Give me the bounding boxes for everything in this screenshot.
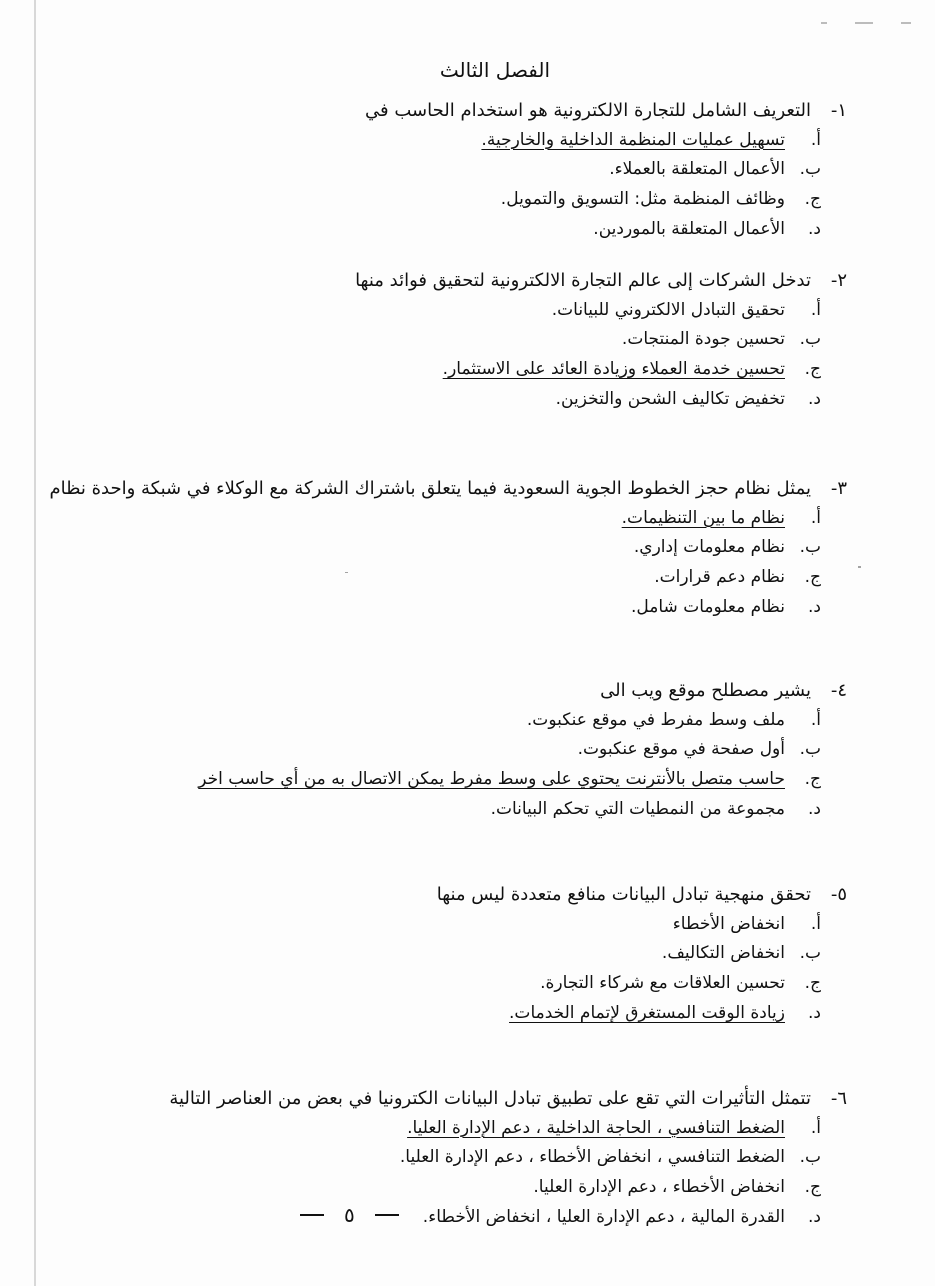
- question-number: ٥-: [830, 884, 847, 905]
- option-a: [145, 910, 821, 940]
- option-text: الضغط التنافسي ، الحاجة الداخلية ، دعم الإدارة العليا.: [407, 1117, 785, 1138]
- option-text: الضغط التنافسي ، انخفاض الأخطاء ، دعم الإدارة العليا.: [399, 1147, 785, 1168]
- option-d: [145, 999, 821, 1029]
- option-b: [145, 155, 821, 185]
- option-d: [145, 593, 821, 623]
- page-marker-line-left: [300, 1214, 324, 1216]
- option-text: نظام دعم قرارات.: [654, 567, 785, 588]
- scan-speck: [345, 572, 348, 573]
- option-b: [145, 533, 821, 563]
- question-text: يمثل نظام حجز الخطوط الجوية السعودية فيما يتعلق باشتراك الشركة مع الوكلاء في شبكة واحدة نظام: [49, 478, 811, 499]
- option-letter: أ.: [810, 299, 821, 320]
- option-letter: ب.: [799, 739, 821, 760]
- page-marker: [300, 1205, 399, 1225]
- option-d: [145, 1203, 821, 1233]
- option-a: [145, 126, 821, 156]
- question-6: [145, 1088, 847, 1233]
- option-text: حاسب متصل بالأنترنت يحتوي على وسط مفرط يمكن الاتصال به من أي حاسب اخر: [198, 769, 785, 790]
- scan-mark: [901, 22, 911, 24]
- option-letter: ب.: [799, 1147, 821, 1168]
- option-a: [145, 504, 821, 534]
- question-2-options: [145, 296, 821, 415]
- option-letter: أ.: [810, 129, 821, 150]
- page-number: ٥: [344, 1203, 355, 1227]
- question-text: تحقق منهجية تبادل البيانات منافع متعددة ليس منها: [436, 884, 811, 905]
- option-c: [145, 1173, 821, 1203]
- question-4: [145, 680, 847, 825]
- option-d: [145, 795, 821, 825]
- question-3: [49, 478, 847, 623]
- scan-mark: [821, 22, 827, 24]
- page-marker-line-right: [375, 1214, 399, 1216]
- question-text: تدخل الشركات إلى عالم التجارة الالكترونية لتحقيق فوائد منها: [355, 270, 811, 291]
- scan-mark: [855, 22, 873, 24]
- question-number: ٢-: [830, 270, 847, 291]
- option-text: نظام معلومات إداري.: [633, 537, 785, 558]
- option-text: تخفيض تكاليف الشحن والتخزين.: [555, 388, 785, 409]
- option-letter: د.: [808, 1002, 821, 1023]
- option-letter: أ.: [810, 1117, 821, 1138]
- question-number: ١-: [830, 100, 847, 121]
- option-text: مجموعة من النمطيات التي تحكم البيانات.: [490, 798, 785, 819]
- option-letter: د.: [808, 596, 821, 617]
- option-text: نظام معلومات شامل.: [630, 596, 785, 617]
- option-a: [145, 1114, 821, 1144]
- option-c: [145, 969, 821, 999]
- option-letter: ج.: [804, 189, 821, 210]
- option-letter: ج.: [804, 769, 821, 790]
- question-1-options: [145, 126, 821, 245]
- option-text: القدرة المالية ، دعم الإدارة العليا ، انخفاض الأخطاء.: [422, 1206, 785, 1227]
- question-4-options: [145, 706, 821, 825]
- question-1: [145, 100, 847, 245]
- question-text: يشير مصطلح موقع ويب الى: [600, 680, 811, 701]
- option-a: [145, 296, 821, 326]
- option-letter: ب.: [799, 159, 821, 180]
- option-letter: أ.: [810, 507, 821, 528]
- question-3-options: [145, 504, 821, 623]
- option-text: تحقيق التبادل الالكتروني للبيانات.: [551, 299, 785, 320]
- option-letter: أ.: [810, 709, 821, 730]
- question-text: تتمثل التأثيرات التي تقع على تطبيق تبادل البيانات الكترونيا في بعض من العناصر التالية: [169, 1088, 811, 1109]
- option-text: انخفاض التكاليف.: [661, 943, 785, 964]
- option-text: الأعمال المتعلقة بالعملاء.: [609, 159, 785, 180]
- question-6-line: [145, 1088, 847, 1110]
- scan-speck: [858, 566, 861, 568]
- option-letter: ج.: [804, 567, 821, 588]
- question-1-line: [145, 100, 847, 122]
- option-text: ملف وسط مفرط في موقع عنكبوت.: [526, 709, 785, 730]
- chapter-title: الفصل الثالث: [439, 58, 551, 82]
- option-letter: د.: [808, 798, 821, 819]
- option-letter: ج.: [804, 973, 821, 994]
- option-c: [145, 185, 821, 215]
- option-b: [145, 325, 821, 355]
- option-letter: د.: [808, 388, 821, 409]
- question-text: التعريف الشامل للتجارة الالكترونية هو استخدام الحاسب في: [365, 100, 811, 121]
- option-d: [145, 385, 821, 415]
- question-4-line: [145, 680, 847, 702]
- question-number: ٣-: [830, 478, 847, 499]
- scan-edge: [34, 0, 36, 1286]
- option-text: الأعمال المتعلقة بالموردين.: [593, 218, 785, 239]
- option-text: تحسين العلاقات مع شركاء التجارة.: [540, 973, 785, 994]
- question-6-options: [145, 1114, 821, 1233]
- option-letter: ج.: [804, 1177, 821, 1198]
- question-5-line: [145, 884, 847, 906]
- option-letter: ب.: [799, 943, 821, 964]
- option-text: تسهيل عمليات المنظمة الداخلية والخارجية.: [481, 129, 785, 150]
- option-letter: د.: [808, 218, 821, 239]
- option-c: [145, 563, 821, 593]
- option-letter: ب.: [799, 537, 821, 558]
- question-3-line: [49, 478, 847, 500]
- option-text: نظام ما بين التنظيمات.: [621, 507, 785, 528]
- option-text: أول صفحة في موقع عنكبوت.: [577, 739, 785, 760]
- scan-marks: [821, 16, 911, 30]
- option-c: [145, 765, 821, 795]
- question-number: ٤-: [830, 680, 847, 701]
- option-b: [145, 735, 821, 765]
- option-letter: د.: [808, 1206, 821, 1227]
- option-text: انخفاض الأخطاء: [672, 913, 785, 934]
- question-number: ٦-: [830, 1088, 847, 1109]
- option-a: [145, 706, 821, 736]
- option-letter: أ.: [810, 913, 821, 934]
- option-b: [145, 939, 821, 969]
- question-2-line: [145, 270, 847, 292]
- option-b: [145, 1143, 821, 1173]
- option-text: انخفاض الأخطاء ، دعم الإدارة العليا.: [533, 1177, 785, 1198]
- question-5-options: [145, 910, 821, 1029]
- option-letter: ج.: [804, 359, 821, 380]
- question-5: [145, 884, 847, 1029]
- option-text: وظائف المنظمة مثل: التسويق والتمويل.: [500, 189, 785, 210]
- option-text: تحسين جودة المنتجات.: [621, 329, 785, 350]
- option-c: [145, 355, 821, 385]
- option-d: [145, 215, 821, 245]
- option-letter: ب.: [799, 329, 821, 350]
- option-text: تحسين خدمة العملاء وزيادة العائد على الاستثمار.: [442, 359, 785, 380]
- option-text: زيادة الوقت المستغرق لإتمام الخدمات.: [509, 1002, 785, 1023]
- question-2: [145, 270, 847, 415]
